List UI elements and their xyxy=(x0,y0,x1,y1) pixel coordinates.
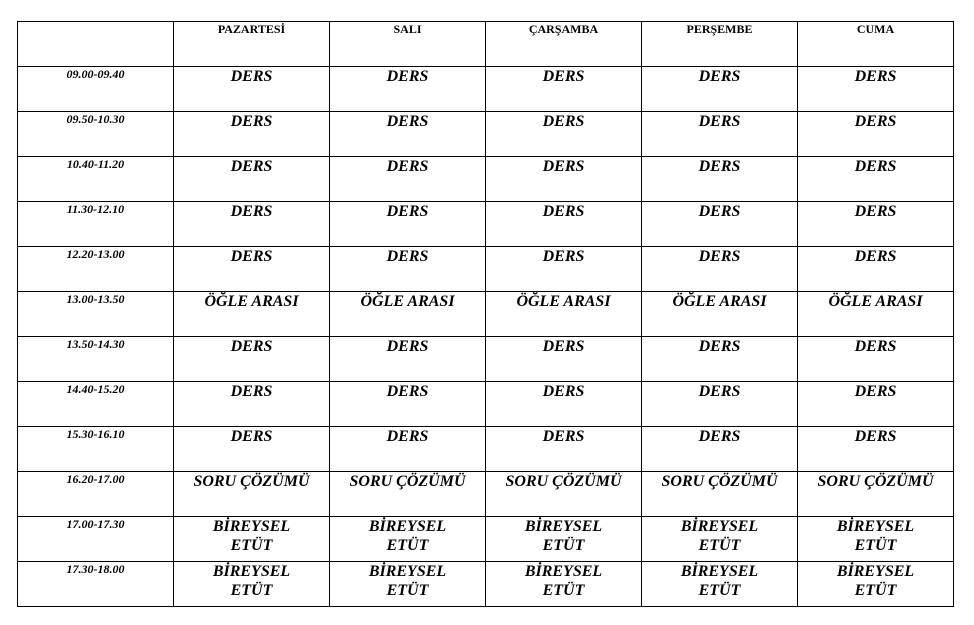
table-row xyxy=(18,292,954,337)
activity-label: DERS xyxy=(230,428,273,445)
activity-label: ETÜT xyxy=(386,582,429,599)
table-row xyxy=(18,517,954,562)
activity-label: BİREYSEL xyxy=(368,518,447,535)
schedule-cell xyxy=(330,562,486,607)
time-slot-cell: 17.30-18.00 xyxy=(18,562,174,607)
schedule-cell xyxy=(798,337,954,382)
activity-label: DERS xyxy=(698,113,741,130)
schedule-cell xyxy=(486,382,642,427)
corner-cell xyxy=(18,22,174,67)
schedule-cell xyxy=(330,112,486,157)
schedule-cell xyxy=(798,67,954,112)
schedule-cell xyxy=(174,472,330,517)
activity-label: DERS xyxy=(386,428,429,445)
time-slot-cell: 12.20-13.00 xyxy=(18,247,174,292)
activity-label: DERS xyxy=(854,158,897,175)
time-slot-cell: 15.30-16.10 xyxy=(18,427,174,472)
activity-label: ÖĞLE ARASI xyxy=(204,293,299,310)
activity-label: DERS xyxy=(542,113,585,130)
schedule-cell xyxy=(174,337,330,382)
schedule-cell xyxy=(174,517,330,562)
time-slot-cell: 13.00-13.50 xyxy=(18,292,174,337)
activity-label: DERS xyxy=(854,338,897,355)
time-slot-cell: 09.50-10.30 xyxy=(18,112,174,157)
schedule-cell xyxy=(330,157,486,202)
schedule-cell xyxy=(798,247,954,292)
activity-label: BİREYSEL xyxy=(368,563,447,580)
schedule-cell xyxy=(330,337,486,382)
activity-label: ETÜT xyxy=(230,582,273,599)
schedule-cell xyxy=(330,472,486,517)
activity-label: BİREYSEL xyxy=(836,563,915,580)
schedule-cell xyxy=(330,247,486,292)
schedule-cell xyxy=(174,67,330,112)
activity-label: ETÜT xyxy=(542,537,585,554)
schedule-cell xyxy=(486,517,642,562)
schedule-cell xyxy=(798,202,954,247)
activity-label: BİREYSEL xyxy=(212,563,291,580)
time-slot-cell: 13.50-14.30 xyxy=(18,337,174,382)
schedule-cell xyxy=(486,337,642,382)
table-row xyxy=(18,562,954,607)
schedule-cell xyxy=(486,427,642,472)
time-slot-cell: 16.20-17.00 xyxy=(18,472,174,517)
activity-label: ÖĞLE ARASI xyxy=(828,293,923,310)
schedule-cell xyxy=(174,247,330,292)
activity-label: ETÜT xyxy=(698,537,741,554)
activity-label: DERS xyxy=(230,113,273,130)
day-header: PERŞEMBE xyxy=(642,22,798,67)
time-slot-cell: 14.40-15.20 xyxy=(18,382,174,427)
schedule-cell xyxy=(174,382,330,427)
schedule-cell xyxy=(174,562,330,607)
activity-label: DERS xyxy=(542,428,585,445)
schedule-cell xyxy=(330,517,486,562)
table-row xyxy=(18,67,954,112)
activity-label: DERS xyxy=(542,203,585,220)
activity-label: DERS xyxy=(542,383,585,400)
schedule-cell xyxy=(642,157,798,202)
activity-label: SORU ÇÖZÜMÜ xyxy=(817,473,934,490)
activity-label: ÖĞLE ARASI xyxy=(360,293,455,310)
schedule-cell xyxy=(642,67,798,112)
day-header: CUMA xyxy=(798,22,954,67)
activity-label: ETÜT xyxy=(230,537,273,554)
time-slot-cell: 11.30-12.10 xyxy=(18,202,174,247)
activity-label: ETÜT xyxy=(542,582,585,599)
schedule-cell xyxy=(486,67,642,112)
table-row xyxy=(18,202,954,247)
activity-label: DERS xyxy=(698,248,741,265)
schedule-cell xyxy=(642,427,798,472)
schedule-cell xyxy=(174,292,330,337)
time-slot-cell: 10.40-11.20 xyxy=(18,157,174,202)
header-row xyxy=(18,22,954,67)
schedule-cell xyxy=(642,202,798,247)
table-row xyxy=(18,337,954,382)
table-row xyxy=(18,112,954,157)
schedule-cell xyxy=(798,517,954,562)
day-header: PAZARTESİ xyxy=(174,22,330,67)
schedule-cell xyxy=(642,292,798,337)
schedule-cell xyxy=(642,562,798,607)
activity-label: BİREYSEL xyxy=(680,563,759,580)
schedule-cell xyxy=(330,427,486,472)
activity-label: SORU ÇÖZÜMÜ xyxy=(193,473,310,490)
activity-label: ETÜT xyxy=(854,582,897,599)
schedule-cell xyxy=(642,517,798,562)
activity-label: DERS xyxy=(230,68,273,85)
activity-label: BİREYSEL xyxy=(524,518,603,535)
activity-label: SORU ÇÖZÜMÜ xyxy=(505,473,622,490)
activity-label: DERS xyxy=(698,383,741,400)
schedule-cell xyxy=(330,382,486,427)
schedule-cell xyxy=(174,427,330,472)
activity-label: DERS xyxy=(230,383,273,400)
schedule-cell xyxy=(798,157,954,202)
activity-label: DERS xyxy=(386,68,429,85)
activity-label: DERS xyxy=(230,248,273,265)
schedule-cell xyxy=(330,202,486,247)
activity-label: ÖĞLE ARASI xyxy=(516,293,611,310)
schedule-cell xyxy=(642,337,798,382)
schedule-cell xyxy=(486,247,642,292)
activity-label: DERS xyxy=(698,158,741,175)
activity-label: BİREYSEL xyxy=(836,518,915,535)
schedule-cell xyxy=(174,112,330,157)
activity-label: BİREYSEL xyxy=(680,518,759,535)
activity-label: DERS xyxy=(542,158,585,175)
activity-label: DERS xyxy=(698,428,741,445)
activity-label: ETÜT xyxy=(854,537,897,554)
activity-label: ÖĞLE ARASI xyxy=(672,293,767,310)
activity-label: DERS xyxy=(230,158,273,175)
activity-label: DERS xyxy=(854,113,897,130)
schedule-cell xyxy=(798,562,954,607)
table-row xyxy=(18,157,954,202)
activity-label: DERS xyxy=(230,203,273,220)
activity-label: DERS xyxy=(386,383,429,400)
day-header: SALI xyxy=(330,22,486,67)
schedule-cell xyxy=(642,247,798,292)
schedule-cell xyxy=(486,472,642,517)
activity-label: DERS xyxy=(854,383,897,400)
schedule-cell xyxy=(174,202,330,247)
time-slot-cell: 17.00-17.30 xyxy=(18,517,174,562)
time-slot-cell: 09.00-09.40 xyxy=(18,67,174,112)
activity-label: DERS xyxy=(698,338,741,355)
activity-label: DERS xyxy=(542,68,585,85)
schedule-cell xyxy=(798,292,954,337)
day-header: ÇARŞAMBA xyxy=(486,22,642,67)
activity-label: DERS xyxy=(386,338,429,355)
activity-label: DERS xyxy=(542,248,585,265)
activity-label: ETÜT xyxy=(698,582,741,599)
schedule-cell xyxy=(486,112,642,157)
activity-label: DERS xyxy=(386,158,429,175)
schedule-cell xyxy=(798,427,954,472)
schedule-cell xyxy=(798,472,954,517)
activity-label: DERS xyxy=(698,68,741,85)
activity-label: DERS xyxy=(542,338,585,355)
activity-label: DERS xyxy=(386,113,429,130)
schedule-cell xyxy=(330,292,486,337)
schedule-cell xyxy=(330,67,486,112)
schedule-cell xyxy=(174,157,330,202)
activity-label: DERS xyxy=(854,68,897,85)
schedule-cell xyxy=(798,382,954,427)
schedule-cell xyxy=(798,112,954,157)
schedule-cell xyxy=(642,382,798,427)
activity-label: DERS xyxy=(230,338,273,355)
table-row xyxy=(18,382,954,427)
schedule-cell xyxy=(642,112,798,157)
activity-label: BİREYSEL xyxy=(212,518,291,535)
schedule-cell xyxy=(486,292,642,337)
activity-label: ETÜT xyxy=(386,537,429,554)
activity-label: DERS xyxy=(854,428,897,445)
table-row xyxy=(18,247,954,292)
activity-label: DERS xyxy=(854,203,897,220)
activity-label: DERS xyxy=(854,248,897,265)
activity-label: BİREYSEL xyxy=(524,563,603,580)
schedule-body xyxy=(18,67,954,607)
table-row xyxy=(18,472,954,517)
activity-label: SORU ÇÖZÜMÜ xyxy=(661,473,778,490)
activity-label: DERS xyxy=(386,203,429,220)
schedule-cell xyxy=(642,472,798,517)
schedule-cell xyxy=(486,202,642,247)
schedule-cell xyxy=(486,157,642,202)
weekly-schedule-table xyxy=(17,21,954,607)
activity-label: SORU ÇÖZÜMÜ xyxy=(349,473,466,490)
activity-label: DERS xyxy=(698,203,741,220)
schedule-cell xyxy=(486,562,642,607)
table-row xyxy=(18,427,954,472)
activity-label: DERS xyxy=(386,248,429,265)
